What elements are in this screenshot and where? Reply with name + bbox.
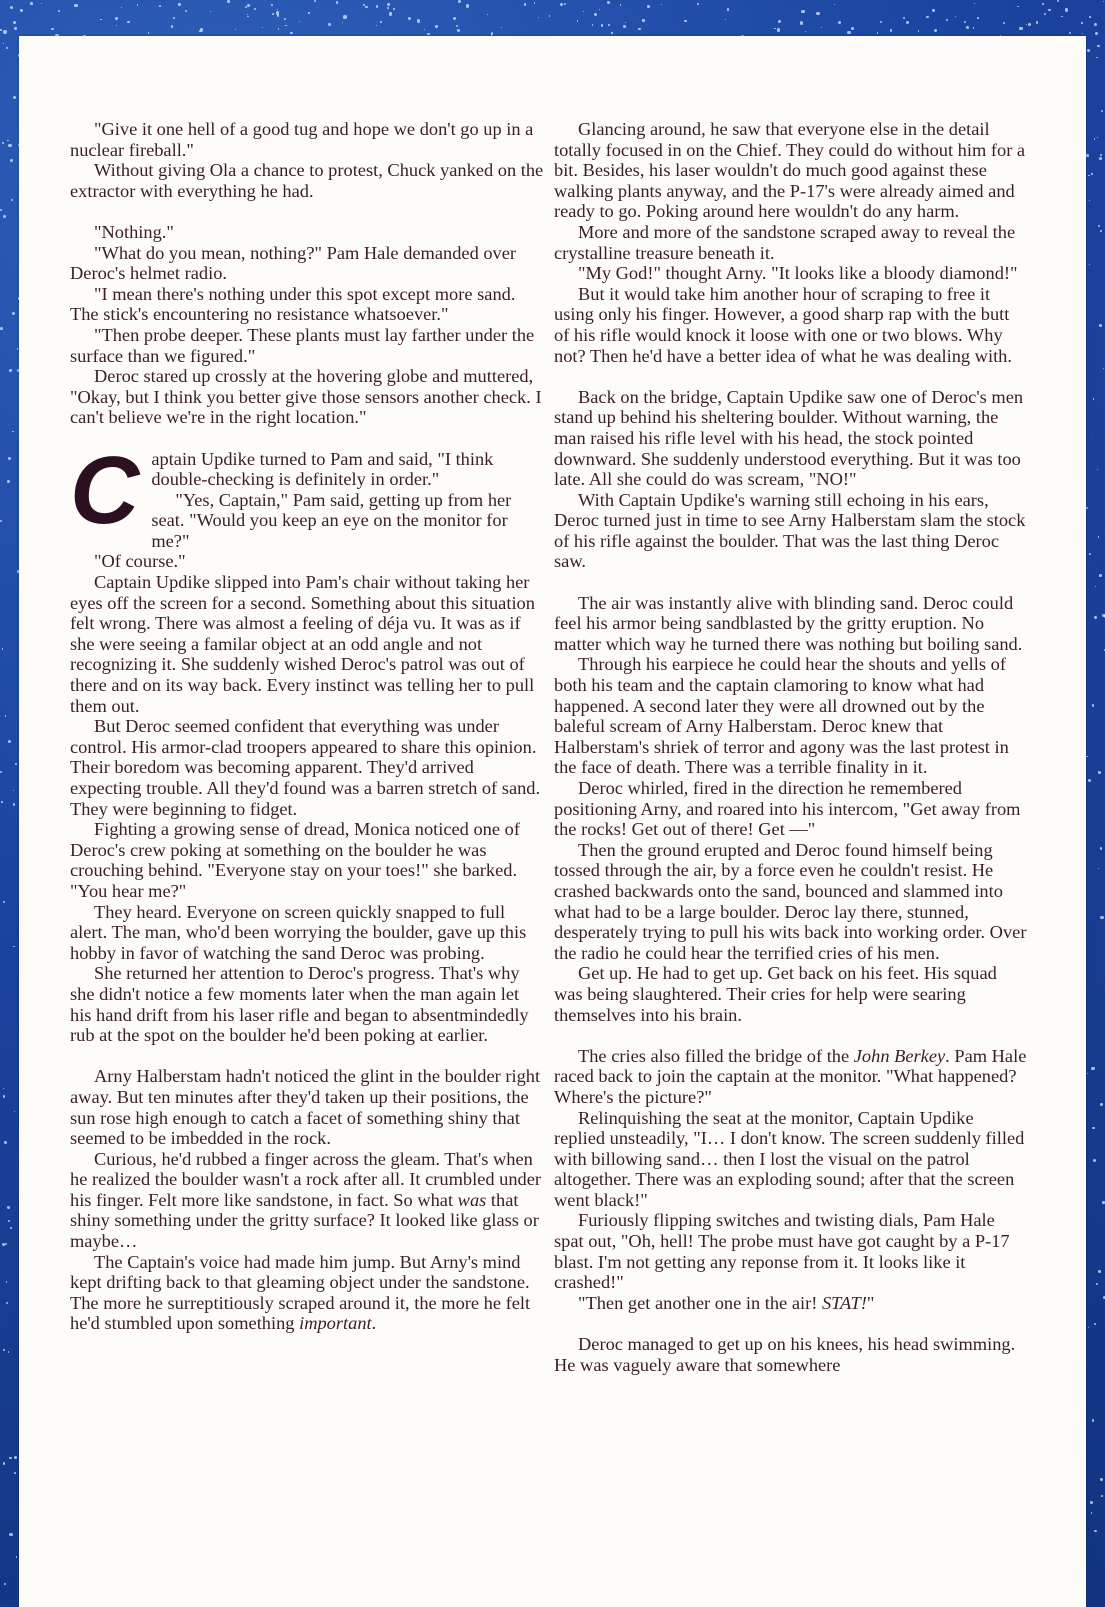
text-run: .: [371, 1313, 377, 1334]
border-speck: [946, 19, 948, 21]
border-speck: [725, 19, 726, 20]
border-speck: [284, 18, 286, 20]
border-speck: [1100, 154, 1102, 156]
border-speck: [389, 12, 392, 15]
border-speck: [805, 31, 806, 32]
border-speck: [966, 26, 969, 29]
border-speck: [2, 648, 3, 649]
border-speck: [1095, 32, 1098, 35]
border-speck: [387, 3, 390, 6]
border-speck: [14, 1472, 16, 1474]
border-speck: [11, 199, 13, 201]
border-speck: [1028, 23, 1031, 26]
border-speck: [918, 30, 919, 31]
border-speck: [642, 19, 644, 21]
text-run: Curious, he'd rubbed a finger across the gleam. That's when he realized the boulder wasn't a rock after all. It crumbled under his finger. Felt more like sandstone, in fact. So what: [70, 1148, 542, 1210]
border-speck: [137, 4, 138, 5]
border-speck: [974, 3, 975, 4]
border-speck: [534, 2, 535, 3]
border-speck: [592, 24, 593, 25]
border-speck: [3, 30, 6, 33]
border-speck: [227, 0, 230, 3]
border-speck: [934, 29, 937, 32]
border-speck: [538, 17, 539, 18]
border-speck: [1096, 1283, 1098, 1285]
border-speck: [3, 1088, 4, 1089]
border-speck: [466, 4, 469, 7]
border-speck: [1100, 1103, 1102, 1105]
border-speck: [977, 17, 979, 19]
border-speck: [457, 29, 460, 32]
paragraph: [554, 1046, 1029, 1108]
border-speck: [8, 457, 11, 460]
border-speck: [13, 21, 16, 24]
border-speck: [926, 16, 928, 18]
border-speck: [20, 9, 23, 12]
border-speck: [0, 771, 2, 773]
paragraph: Captain Updike slipped into Pam's chair without taking her eyes off the screen for a second. Something about this situation felt wrong. There was almost a feeling of déja vu. It was as if she were seeing a familar object at an odd angle and not recognizing it. She suddenly wished Deroc's patrol was out of there and on its way back. Every instinct was telling her to pull them out.: [70, 572, 535, 716]
border-speck: [435, 25, 438, 28]
border-speck: [387, 7, 389, 9]
paragraph: [554, 1293, 1029, 1314]
border-speck: [3, 1462, 5, 1464]
border-speck: [1095, 586, 1096, 587]
border-speck: [200, 28, 203, 31]
border-speck: [51, 28, 53, 30]
border-speck: [1088, 779, 1091, 782]
border-speck: [1092, 1127, 1094, 1129]
border-speck: [697, 3, 699, 5]
border-speck: [427, 33, 430, 36]
border-speck: [210, 11, 211, 12]
border-speck: [1036, 21, 1039, 24]
border-speck: [74, 4, 77, 7]
paragraph: "Of course.": [94, 551, 186, 572]
paragraph: Get up. He had to get up. Get back on his feet. His squad was being slaughtered. Their cries for help were searing themselves into his brain.: [554, 963, 997, 1025]
border-speck: [1100, 1478, 1103, 1481]
border-speck: [171, 25, 174, 28]
border-speck: [903, 17, 905, 19]
border-speck: [278, 28, 280, 30]
border-speck: [727, 8, 730, 11]
paragraph: But Deroc seemed confident that everything was under control. His armor-clad troopers appeared to share this opinion. Their boredom was becoming apparent. They'd arrived expecting trouble. All they'd found was a barren stretch of sand. They were beginning to fidget.: [70, 716, 541, 819]
paragraph: "Give it one hell of a good tug and hope we don't go up in a nuclear fireball.": [70, 119, 534, 160]
border-speck: [524, 3, 526, 5]
border-speck: [594, 13, 597, 16]
paragraph: Then the ground erupted and Deroc found himself being tossed through the air, by a force even he couldn't resist. He crashed backwards onto the sand, bounced and slammed into what had to be a large boulder. Deroc lay there, stunned, desperately trying to pull his wits back into working order. Over the radio he could hear the terrified cries of his men.: [554, 839, 1027, 963]
border-speck: [1017, 6, 1018, 7]
border-speck: [0, 209, 2, 211]
text-run: . Pam Hale raced back to join the captain at the monitor. "What happened? Where's the picture?": [554, 1045, 1027, 1107]
border-speck: [5, 715, 6, 716]
border-speck: [417, 19, 420, 22]
border-speck: [1093, 398, 1095, 400]
drop-cap-letter: C: [70, 436, 140, 544]
border-speck: [247, 4, 250, 7]
border-speck: [4, 1141, 7, 1144]
border-speck: [7, 480, 10, 483]
right-column: [554, 119, 1029, 1375]
border-speck: [932, 9, 934, 11]
border-speck: [1092, 1419, 1095, 1422]
border-speck: [1097, 469, 1098, 470]
border-speck: [247, 14, 248, 15]
border-speck: [41, 3, 42, 4]
border-speck: [1101, 1495, 1103, 1497]
text-run: The Captain's voice had made him jump. But Arny's mind kept drifting back to that gleaming object under the sandstone. The more he surreptitiously scraped around it, the more he felt he'd stumbled upon something: [70, 1251, 531, 1334]
paragraph: More and more of the sandstone scraped away to reveal the crystalline treasure beneath it.: [554, 221, 1016, 263]
border-speck: [14, 27, 17, 30]
border-speck: [1099, 324, 1102, 327]
border-speck: [777, 28, 780, 31]
border-speck: [299, 21, 300, 22]
border-speck: [1093, 1159, 1096, 1162]
border-speck: [0, 327, 3, 330]
border-speck: [847, 31, 850, 34]
paragraph: aptain Updike turned to Pam and said, "I think double-checking is definitely in order.": [151, 448, 494, 490]
border-speck: [620, 4, 622, 6]
border-speck: [308, 12, 310, 14]
border-speck: [1100, 847, 1102, 849]
border-speck: [1089, 553, 1091, 555]
border-speck: [8, 1351, 9, 1352]
border-speck: [393, 8, 395, 10]
border-speck: [424, 29, 426, 31]
border-speck: [1003, 22, 1005, 24]
border-speck: [178, 3, 180, 5]
border-speck: [1069, 32, 1071, 34]
paragraph: Through his earpiece he could hear the shouts and yells of both his team and the captain clamoring to know what had happened. A second later they were all drowned out by the baleful scream of Arny Halberstam. Deroc knew that Halberstam's shriek of terror and agony was the last protest in the face of death. There was a terrible finality in it.: [554, 654, 1009, 778]
border-speck: [1019, 27, 1022, 30]
paragraph: The air was instantly alive with blinding sand. Deroc could feel his armor being sandblasted by the gritty eruption. No matter which way he turned there was nothing but boiling sand.: [554, 592, 1023, 654]
border-speck: [121, 7, 122, 8]
border-speck: [955, 16, 956, 17]
border-speck: [1089, 264, 1090, 265]
border-speck: [564, 3, 567, 6]
border-speck: [12, 431, 14, 433]
border-speck: [3, 215, 6, 218]
border-speck: [4, 1583, 6, 1585]
border-speck: [1094, 1530, 1096, 1532]
paragraph: With Captain Updike's warning still echoing in his ears, Deroc turned just in time to see Arny Halberstam slam the stock of his rifle against the boulder. That was the last thing Deroc saw.: [554, 489, 1026, 572]
border-speck: [1094, 1323, 1096, 1325]
border-speck: [408, 17, 411, 20]
border-speck: [1088, 1327, 1089, 1328]
border-speck: [336, 1, 339, 4]
border-speck: [1094, 23, 1097, 26]
border-speck: [1086, 154, 1089, 157]
paragraph: Arny Halberstam hadn't noticed the glint in the boulder right away. But ten minutes after they'd taken up their positions, the sun rose high enough to catch a facet of something shiny that seemed to be imbedded in the rock.: [70, 1066, 541, 1149]
paragraph: Back on the bridge, Captain Updike saw one of Deroc's men stand up behind his sheltering boulder. Without warning, the man raised his rifle level with his head, the stock pointed downward. She suddenly understood everything. But it was too late. All she could do was scream, "NO!": [554, 386, 1024, 490]
border-speck: [314, 0, 316, 2]
border-speck: [1091, 1067, 1094, 1070]
border-speck: [1100, 230, 1102, 232]
border-speck: [456, 25, 459, 28]
border-speck: [1103, 368, 1104, 369]
border-speck: [1098, 868, 1099, 869]
border-speck: [1088, 175, 1090, 177]
border-speck: [1101, 110, 1103, 112]
border-speck: [1098, 771, 1101, 774]
border-speck: [1096, 57, 1098, 59]
border-speck: [800, 21, 803, 24]
border-speck: [58, 10, 60, 12]
border-speck: [583, 11, 584, 12]
border-speck: [9, 369, 12, 372]
border-speck: [285, 25, 286, 26]
border-speck: [272, 13, 274, 15]
border-speck: [0, 520, 2, 522]
border-speck: [9, 1457, 12, 1460]
border-speck: [277, 9, 278, 10]
border-speck: [880, 21, 882, 23]
border-speck: [8, 144, 11, 147]
paragraph: Without giving Ola a chance to protest, Chuck yanked on the extractor with everything he had.: [70, 160, 544, 201]
border-speck: [3, 43, 5, 45]
border-speck: [638, 28, 641, 31]
border-speck: [501, 27, 502, 28]
border-speck: [173, 17, 175, 19]
border-speck: [2, 1243, 5, 1246]
border-speck: [487, 14, 488, 15]
italic-run: important: [299, 1313, 372, 1334]
paragraph: [70, 1252, 545, 1334]
left-column: [70, 119, 545, 1334]
border-speck: [816, 12, 819, 15]
italic-run: STAT!: [821, 1292, 867, 1313]
border-speck: [8, 740, 11, 743]
paragraph: "Nothing.": [94, 221, 174, 242]
border-speck: [6, 1281, 8, 1283]
border-speck: [906, 21, 909, 24]
border-speck: [254, 8, 256, 10]
border-speck: [560, 3, 563, 6]
border-speck: [16, 1556, 18, 1558]
border-speck: [1091, 1512, 1092, 1513]
border-speck: [185, 10, 187, 12]
border-speck: [851, 27, 854, 30]
paragraph: Relinquishing the seat at the monitor, Captain Updike replied unsteadily, "I… I don't know. The screen suddenly filled with billowing sand… then I lost the visual on the patrol altogether. There was an exploding sound; after that the screen went black!": [554, 1107, 1025, 1210]
page-sheet: [19, 36, 1086, 1607]
border-speck: [601, 24, 603, 26]
border-speck: [661, 4, 662, 5]
border-speck: [343, 15, 346, 18]
border-speck: [1092, 704, 1094, 706]
border-speck: [1099, 574, 1102, 577]
border-speck: [1090, 1501, 1093, 1504]
text-run: The cries also filled the bridge of the: [578, 1045, 854, 1066]
border-speck: [623, 25, 626, 28]
border-speck: [10, 6, 13, 9]
border-speck: [13, 946, 14, 947]
border-speck: [235, 29, 236, 30]
border-speck: [1102, 614, 1105, 617]
paragraph: She returned her attention to Deroc's progress. That's why she didn't notice a few moments later when the man again let his hand drift from his laser rifle and began to absentmindedly rub at the spot on the boulder he'd been poking at earlier.: [70, 963, 529, 1046]
border-speck: [12, 312, 15, 315]
border-speck: [801, 10, 804, 13]
border-speck: [1081, 22, 1083, 24]
border-speck: [1103, 1, 1104, 2]
paragraph: "My God!" thought Arny. "It looks like a bloody diamond!": [578, 263, 1018, 284]
border-speck: [277, 14, 279, 16]
border-speck: [6, 47, 8, 49]
border-speck: [13, 803, 15, 805]
border-speck: [376, 25, 377, 26]
border-speck: [1082, 33, 1083, 34]
border-speck: [611, 32, 612, 33]
paragraph: Deroc whirled, fired in the direction he remembered positioning Arny, and roared into his intercom, "Get away from the rocks! Get out of there! Get —": [554, 778, 1021, 840]
border-speck: [7, 1206, 10, 1209]
border-speck: [271, 4, 273, 6]
border-speck: [290, 32, 293, 35]
border-speck: [1091, 173, 1092, 174]
italic-run: was: [457, 1189, 487, 1210]
border-speck: [276, 11, 279, 14]
border-speck: [15, 763, 17, 765]
border-speck: [3, 1349, 5, 1351]
border-speck: [1097, 45, 1100, 48]
border-speck: [1086, 507, 1088, 509]
border-speck: [491, 32, 494, 35]
border-speck: [10, 159, 13, 162]
border-speck: [973, 27, 975, 29]
border-speck: [1026, 24, 1027, 25]
border-speck: [0, 29, 1, 30]
border-speck: [363, 4, 365, 6]
border-speck: [1057, 0, 1059, 2]
border-speck: [10, 1227, 12, 1229]
border-speck: [116, 25, 117, 26]
border-speck: [14, 1111, 15, 1112]
border-speck: [607, 1, 610, 4]
border-speck: [774, 28, 775, 29]
border-speck: [115, 17, 118, 20]
border-speck: [17, 348, 18, 349]
border-speck: [964, 21, 966, 23]
text-run: "Then get another one in the air!: [578, 1292, 822, 1313]
border-speck: [1094, 138, 1096, 140]
paragraph: [70, 1149, 545, 1252]
border-speck: [577, 20, 579, 22]
border-speck: [838, 21, 841, 24]
border-speck: [376, 5, 378, 7]
paragraph: "Yes, Captain," Pam said, getting up from her seat. "Would you keep an eye on the monitor for me?": [151, 489, 512, 551]
border-speck: [458, 0, 461, 3]
border-speck: [100, 19, 102, 21]
border-speck: [148, 32, 150, 34]
border-speck: [3, 1095, 6, 1098]
border-speck: [821, 27, 823, 29]
border-speck: [1042, 3, 1044, 5]
border-speck: [1097, 137, 1098, 138]
drop-cap-section: [70, 436, 545, 552]
border-speck: [453, 17, 456, 20]
italic-run: John Berkey: [853, 1045, 946, 1066]
paragraph: They heard. Everyone on screen quickly snapped to full alert. The man, who'd been worrying the boulder, gave up this hobby in favor of watching the sand Deroc was probing.: [70, 901, 527, 963]
border-speck: [9, 1533, 12, 1536]
border-speck: [7, 140, 8, 141]
border-speck: [1100, 916, 1103, 919]
paragraph: Fighting a growing sense of dread, Monica noticed one of Deroc's crew poking at something on the boulder he was crouching behind. "Everyone stay on your toes!" she barked. "You hear me?": [70, 819, 520, 901]
border-speck: [778, 20, 781, 23]
border-speck: [599, 9, 600, 10]
border-speck: [30, 2, 33, 5]
border-speck: [13, 790, 14, 791]
border-speck: [6, 1302, 9, 1305]
border-speck: [2, 142, 4, 144]
paragraph: Deroc stared up crossly at the hovering globe and muttered, "Okay, but I think you better give those sensors another check. I can't believe we're in the right location.": [70, 366, 542, 428]
border-speck: [1086, 756, 1088, 758]
border-speck: [1044, 13, 1046, 15]
text-run: that shiny something under the gritty surface? It looked like glass or maybe…: [70, 1189, 539, 1252]
border-speck: [1061, 16, 1062, 17]
border-speck: [834, 4, 835, 5]
border-speck: [247, 16, 248, 17]
border-speck: [262, 27, 263, 28]
border-speck: [1087, 1073, 1089, 1075]
border-speck: [365, 6, 368, 9]
border-speck: [1098, 225, 1101, 228]
border-speck: [380, 21, 382, 23]
border-speck: [877, 32, 879, 34]
border-speck: [159, 5, 161, 7]
border-speck: [1099, 157, 1102, 160]
border-speck: [890, 29, 892, 31]
border-speck: [127, 21, 130, 24]
paragraph: But it would take him another hour of scraping to free it using only his finger. However, a good sharp rap with the butt of his rifle would knock it loose with one or two blows. Why not? Then he'd have a better idea of what he was dealing with.: [554, 283, 1012, 366]
paragraph: Furiously flipping switches and twisting dials, Pam Hale spat out, "Oh, hell! The probe must have got caught by a P-17 blast. I'm not getting any reponse from it. It looks like it crashed!": [554, 1210, 1010, 1293]
border-speck: [1089, 200, 1090, 201]
border-speck: [625, 22, 626, 23]
border-speck: [549, 15, 551, 17]
border-speck: [1094, 616, 1097, 619]
border-speck: [1, 801, 3, 803]
border-speck: [1048, 9, 1051, 12]
paragraph: "What do you mean, nothing?" Pam Hale demanded over Deroc's helmet radio.: [70, 242, 517, 284]
border-speck: [3, 901, 5, 903]
paragraph: "Then probe deeper. These plants must lay farther under the surface than we figured.": [70, 324, 535, 366]
border-speck: [1098, 536, 1100, 538]
border-speck: [1089, 16, 1091, 18]
border-speck: [328, 23, 331, 26]
text-run: ": [866, 1292, 875, 1313]
border-speck: [684, 20, 686, 22]
border-speck: [342, 22, 343, 23]
border-speck: [647, 5, 650, 8]
border-speck: [13, 96, 16, 99]
paragraph: Glancing around, he saw that everyone else in the detail totally focused in on the Chief. They could do without him for a bit. Besides, his laser wouldn't do much good against these walking plants anyway, and the P-17's were already aimed and ready to go. Poking around here wouldn't do any harm.: [554, 119, 1026, 222]
paragraph: Deroc managed to get up on his knees, his head swimming. He was vaguely aware that somewhere: [554, 1334, 1016, 1375]
paragraph: "I mean there's nothing under this spot except more sand. The stick's encountering no resistance whatsoever.": [70, 283, 516, 325]
border-speck: [8, 1220, 11, 1223]
border-speck: [608, 24, 610, 26]
border-speck: [1087, 49, 1090, 52]
border-speck: [1098, 1270, 1101, 1273]
border-speck: [1065, 8, 1068, 11]
border-speck: [14, 1456, 17, 1459]
